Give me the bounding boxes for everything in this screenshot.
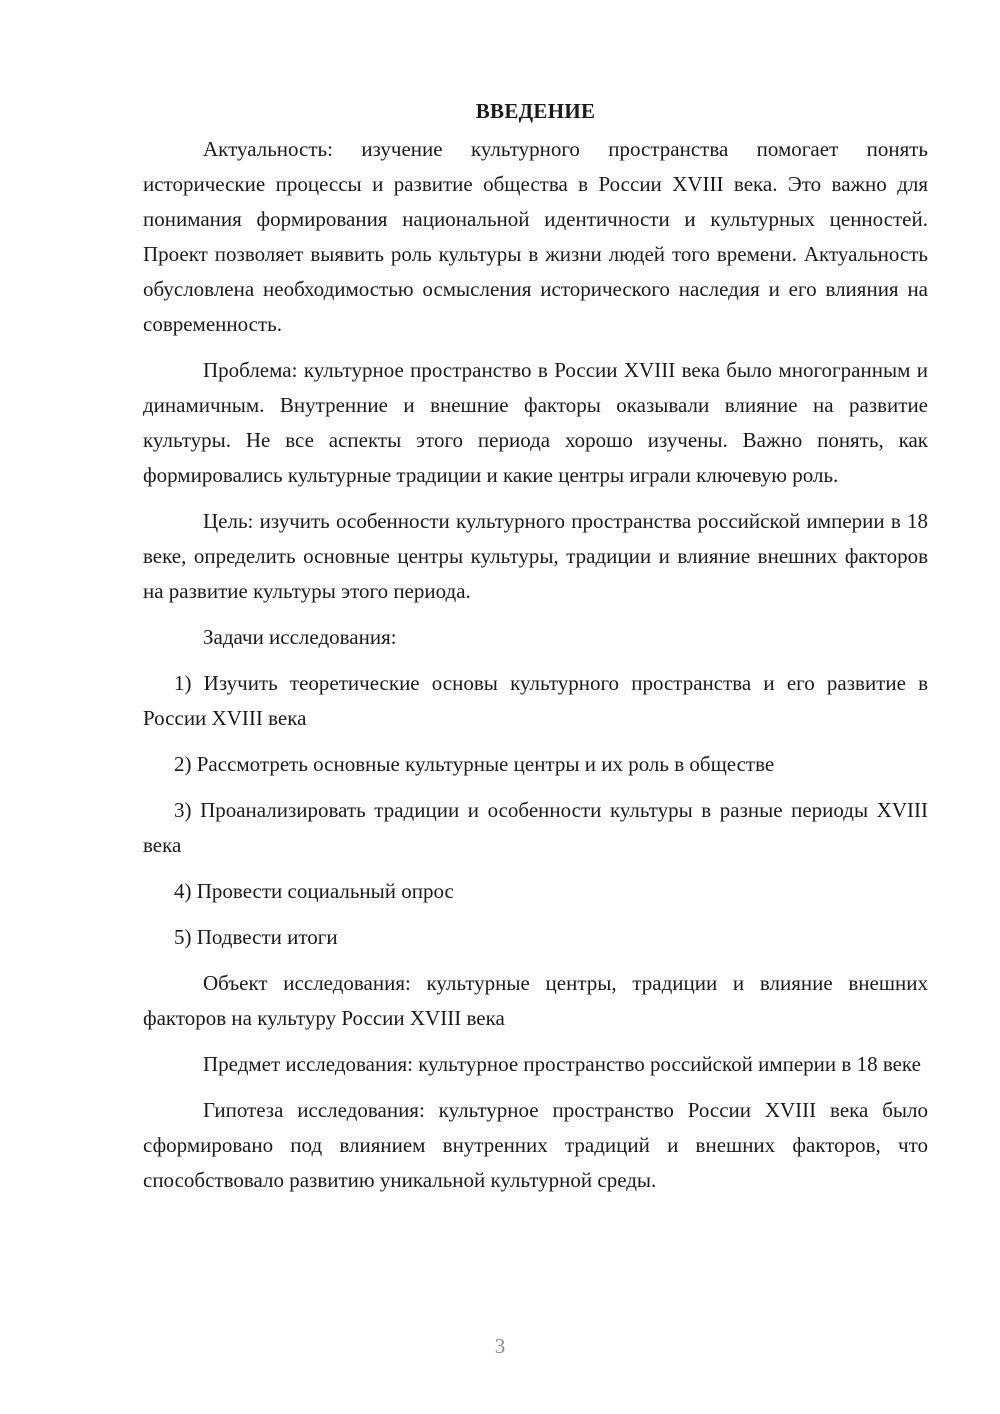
page-number: 3	[494, 1334, 506, 1358]
task-item-4: 4) Провести социальный опрос	[174, 879, 454, 903]
task-item-1: 1) Изучить теоретические основы культурного пространства и его развитие в России XVIII века	[143, 671, 928, 730]
paragraph-goal: Цель: изучить особенности культурного пространства российской империи в 18 веке, определить основные центры культуры, традиции и влияние внешних факторов на развитие культуры этого периода.	[143, 509, 928, 603]
task-item-2: 2) Рассмотреть основные культурные центры и их роль в обществе	[174, 752, 775, 776]
task-item-3: 3) Проанализировать традиции и особенности культуры в разные периоды XVIII века	[143, 798, 928, 857]
tasks-heading: Задачи исследования:	[203, 625, 397, 649]
paragraph-subject: Предмет исследования: культурное пространство российской империи в 18 веке	[203, 1052, 921, 1076]
section-title: ВВЕДЕНИЕ	[475, 99, 596, 123]
paragraph-hypothesis: Гипотеза исследования: культурное пространство России XVIII века было сформировано под влиянием внутренних традиций и внешних факторов, что способствовало развитию уникальной культурной среды.	[143, 1098, 928, 1192]
task-item-5: 5) Подвести итоги	[174, 925, 338, 949]
paragraph-relevance: Актуальность: изучение культурного пространства помогает понять исторические процессы и развитие общества в России XVIII века. Это важно для понимания формирования национальной идентичности и культурных ценностей. Проект позволяет выявить роль культуры в жизни людей того времени. Актуальность обусловлена необходимостью осмысления исторического наследия и его влияния на современность.	[143, 137, 928, 336]
paragraph-object: Объект исследования: культурные центры, традиции и влияние внешних факторов на культуру России XVIII века	[143, 971, 928, 1030]
document-page	[143, 96, 928, 1209]
paragraph-problem: Проблема: культурное пространство в России XVIII века было многогранным и динамичным. Внутренние и внешние факторы оказывали влияние на развитие культуры. Не все аспекты этого периода хорошо изучены. Важно понять, как формировались культурные традиции и какие центры играли ключевую роль.	[143, 358, 928, 487]
